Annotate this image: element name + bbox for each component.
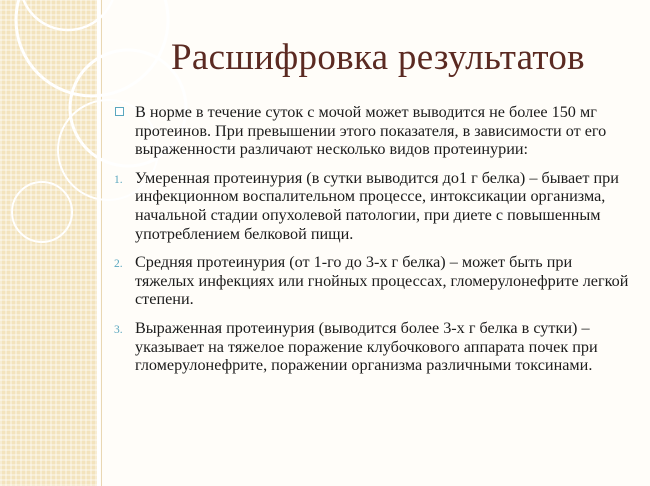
list-item-number: 3. [114, 323, 123, 336]
slide-content [114, 103, 634, 385]
list-item-text: Выраженная протеинурия (выводится более 3-х г белка в сутки) – указывает на тяжелое поражение клубочкового аппарата почек при гломерулонефрите, поражении организма различными токсинами. [135, 318, 598, 375]
list-item [114, 169, 634, 243]
list-item-text: Средняя протеинурия (от 1-го до 3-х г белка) – может быть при тяжелых инфекциях или гнойных процессах, гломерулонефрите легкой степени. [135, 253, 629, 309]
slide-title: Расшифровка результатов [171, 37, 585, 78]
list-item-number: 2. [114, 258, 123, 271]
list-item-text: Умеренная протеинурия (в сутки выводится до1 г белка) – бывает при инфекционном воспалительном процессе, интоксикации организма, начальной стадии опухолевой патологии, при диете с повышенным употреблением белковой пищи. [135, 168, 619, 243]
intro-paragraph [114, 103, 634, 159]
decorative-circle-top [20, 0, 116, 30]
list-item [114, 319, 634, 375]
list-item [114, 253, 634, 309]
square-bullet-icon [115, 107, 124, 116]
list-item-number: 1. [114, 173, 123, 186]
decorative-circle-lower [12, 182, 72, 242]
intro-text: В норме в течение суток с мочой может выводится не более 150 мг протеинов. При превышении этого показателя, в зависимости от его выраженности различают несколько видов протеинурии: [135, 103, 607, 159]
